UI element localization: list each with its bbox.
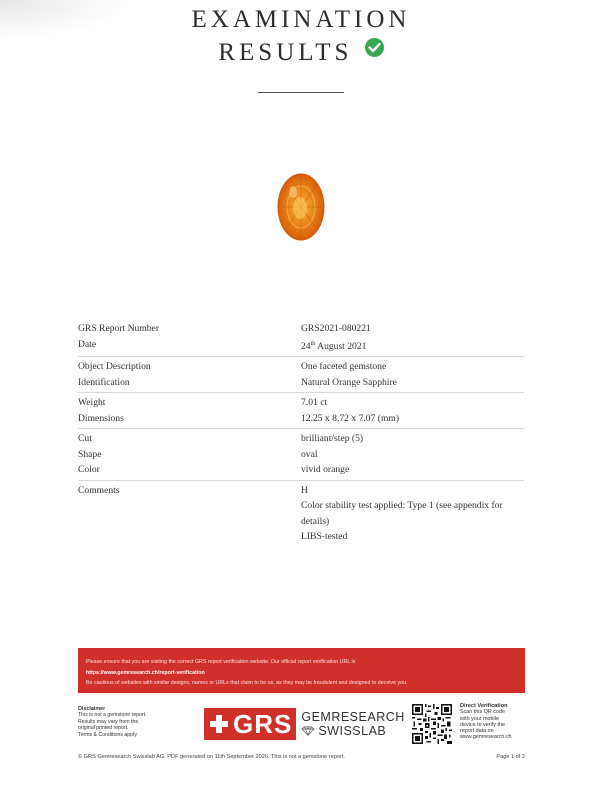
row-value: Natural Orange Sapphire <box>301 376 397 388</box>
row-value: LIBS-tested <box>301 531 348 542</box>
verification-website-link[interactable]: www.gemresearch.ch <box>460 734 512 741</box>
row-value <box>301 337 524 355</box>
disclaimer-line: This is not a gemstone report. <box>78 712 147 719</box>
row-label: Cut <box>78 433 92 444</box>
row-label: Dimensions <box>78 412 124 424</box>
table-row <box>78 395 524 411</box>
title-divider <box>258 92 344 93</box>
row-value: oval <box>301 448 318 460</box>
disclaimer-block <box>78 706 188 738</box>
grs-logo-text: GRS <box>233 709 293 739</box>
disclaimer-line: Results may vary from the <box>78 718 139 725</box>
row-value: 7.01 ct <box>301 397 328 408</box>
row-label: Date <box>78 338 97 350</box>
table-row <box>78 529 524 545</box>
row-value: One faceted gemstone <box>301 361 387 372</box>
group-report-info <box>78 319 524 357</box>
date-suffix: th <box>310 340 316 347</box>
verification-line: Scan this QR code <box>460 709 505 716</box>
row-value: 12.25 x 8.72 x 7.07 (mm) <box>301 412 400 424</box>
table-row <box>78 337 524 355</box>
row-value: details) <box>301 515 330 527</box>
swiss-cross-icon <box>209 714 229 734</box>
row-value: Color stability test applied: Type 1 (see appendix for <box>301 500 503 511</box>
disclaimer-heading: Disclaimer <box>78 706 106 712</box>
group-object <box>78 357 524 393</box>
row-label <box>78 514 301 530</box>
table-row <box>78 447 524 463</box>
verification-url-link[interactable]: https://www.gemresearch.ch/report-verification <box>86 669 205 676</box>
table-row <box>78 498 524 514</box>
disclaimer-line: Terms & Conditions apply. <box>78 731 138 738</box>
page-title-line1: EXAMINATION <box>191 6 411 33</box>
table-row <box>78 359 524 375</box>
grs-logo <box>204 708 405 740</box>
wordmark-line2: SWISSLAB <box>318 724 387 738</box>
row-label: Identification <box>78 376 130 388</box>
row-label: Object Description <box>78 361 151 372</box>
wordmark-line2-row <box>301 724 404 738</box>
date-rest: August 2021 <box>315 340 367 352</box>
report-details-table <box>78 319 524 547</box>
table-row <box>78 483 524 499</box>
table-row <box>78 514 524 530</box>
row-label: Color <box>78 464 100 475</box>
table-row <box>78 375 524 391</box>
group-measurements <box>78 393 524 429</box>
group-appearance <box>78 429 524 481</box>
row-value: H <box>301 484 308 496</box>
warning-text-2: Be cautious of websites with similar designs, names or URLs that claim to be us, as they may be fraudulent and designed to deceive you. <box>86 680 408 686</box>
table-row <box>78 462 524 478</box>
row-value: brilliant/step (5) <box>301 433 364 444</box>
page-title-line2 <box>0 38 602 67</box>
verification-line: with your mobile <box>460 715 499 722</box>
direct-verification-block <box>460 703 532 741</box>
table-row <box>78 321 524 337</box>
grs-wordmark <box>301 710 404 738</box>
verification-heading: Direct Verification <box>460 703 508 709</box>
warning-text-1: Please ensure that you are visiting the correct GRS report verification website. Our official report verification URL is <box>86 659 356 665</box>
copyright-text: © GRS Gemresearch Swisslab AG. PDF generated on 11th September 2026. This is not a gemstone report. <box>78 754 345 760</box>
row-label: Weight <box>78 397 106 408</box>
date-day: 24 <box>301 340 311 352</box>
disclaimer-line: original printed report. <box>78 725 129 732</box>
row-value: vivid orange <box>301 464 350 475</box>
verification-line: device to verify the <box>460 721 505 728</box>
row-value: GRS2021-080221 <box>301 323 371 334</box>
page-title-results: RESULTS <box>218 39 353 66</box>
grs-logo-mark <box>204 708 296 740</box>
gemstone-image <box>276 172 326 242</box>
group-comments <box>78 481 524 547</box>
row-label <box>78 529 301 545</box>
row-label: Comments <box>78 484 120 496</box>
row-label <box>78 498 301 514</box>
verification-line: report data on <box>460 728 494 735</box>
row-label: GRS Report Number <box>78 323 160 334</box>
page-footer <box>78 754 525 760</box>
qr-code-icon[interactable] <box>412 704 452 744</box>
check-circle-icon <box>365 38 384 57</box>
table-row <box>78 411 524 427</box>
wordmark-line1: GEMRESEARCH <box>301 710 405 724</box>
table-row <box>78 431 524 447</box>
diamond-icon <box>301 726 315 736</box>
row-label: Shape <box>78 448 102 460</box>
page-number: Page 1 of 2 <box>496 754 525 760</box>
verification-warning-banner <box>78 648 525 693</box>
